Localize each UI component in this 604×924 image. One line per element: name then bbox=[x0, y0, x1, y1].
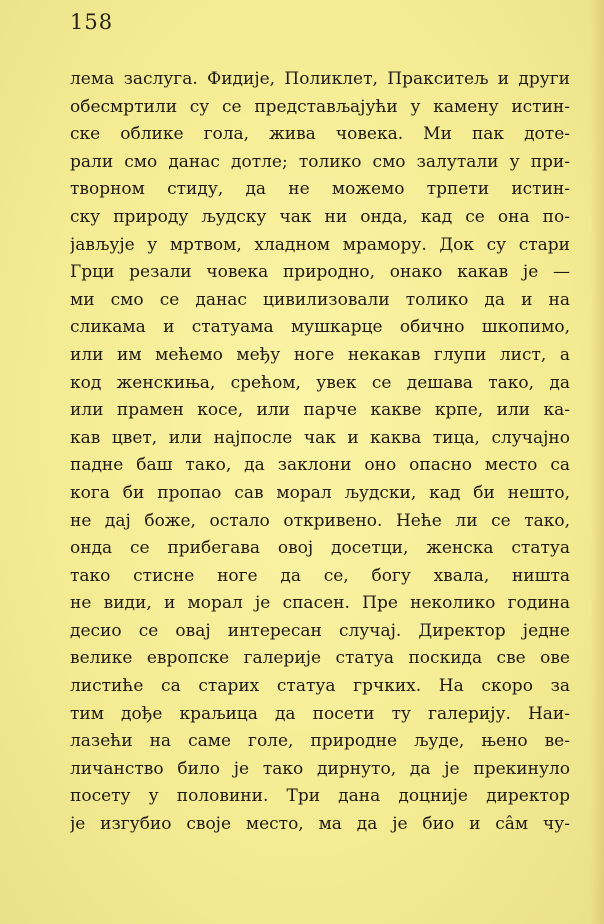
page-number: 158 bbox=[70, 10, 114, 34]
text-line: не види, и морал је спасен. Пре неколико година bbox=[70, 593, 570, 614]
text-line: онда се прибегава овој досетци, женска статуа bbox=[70, 538, 570, 559]
text-line: код женскиња, срећом, увек се дешава тако, да bbox=[70, 372, 570, 393]
text-line: посету у половини. Три дана доцније директор bbox=[70, 786, 570, 807]
text-line: сликама и статуама мушкарце обично шкопимо, bbox=[70, 317, 570, 338]
text-line: ске облике гола, жива човека. Ми пак доте- bbox=[70, 124, 570, 145]
text-line: ми смо се данас цивилизовали толико да и на bbox=[70, 289, 570, 310]
text-line: или им мећемо међу ноге некакав глупи лист, а bbox=[70, 344, 570, 365]
text-line: кав цвет, или најпосле чак и каква тица, случајно bbox=[70, 427, 570, 448]
text-line: јављује у мртвом, хладном мрамору. Док су стари bbox=[70, 234, 570, 255]
text-line: рали смо данас дотле; толико смо залутали у при- bbox=[70, 151, 570, 172]
text-line: тако стисне ноге да се, богу хвала, ништа bbox=[70, 565, 570, 586]
text-line: десио се овај интересан случај. Директор једне bbox=[70, 620, 570, 641]
text-line: обесмртили су се представљајући у камену истин- bbox=[70, 96, 570, 117]
text-line: је изгубио своје место, ма да је био и сâм чу- bbox=[70, 814, 570, 835]
text-line: не дај боже, остало откривено. Неће ли се тако, bbox=[70, 510, 570, 531]
text-line: листиће са старих статуа грчких. На скоро за bbox=[70, 676, 570, 697]
text-line: тим дође краљица да посети ту галерију. Наи- bbox=[70, 703, 570, 724]
text-line: падне баш тако, да заклони оно опасно место са bbox=[70, 455, 570, 476]
text-line: ску природу људску чак ни онда, кад се она по- bbox=[70, 206, 570, 227]
text-line: творном стиду, да не можемо трпети истин- bbox=[70, 179, 570, 200]
body-text bbox=[70, 66, 570, 839]
text-line: лазећи на саме голе, природне људе, њено ве- bbox=[70, 731, 570, 752]
text-line: лема заслуга. Фидије, Поликлет, Пракситељ и други bbox=[70, 69, 570, 89]
text-line: или прамен косе, или парче какве крпе, или ка- bbox=[70, 400, 570, 421]
text-line: личанство било је тако дирнуто, да је прекинуло bbox=[70, 758, 570, 779]
text-line: Грци резали човека природно, онако какав је — bbox=[70, 262, 570, 283]
text-line: велике европске галерије статуа поскида све ове bbox=[70, 648, 570, 669]
text-line: кога би пропао сав морал људски, кад би нешто, bbox=[70, 482, 570, 503]
